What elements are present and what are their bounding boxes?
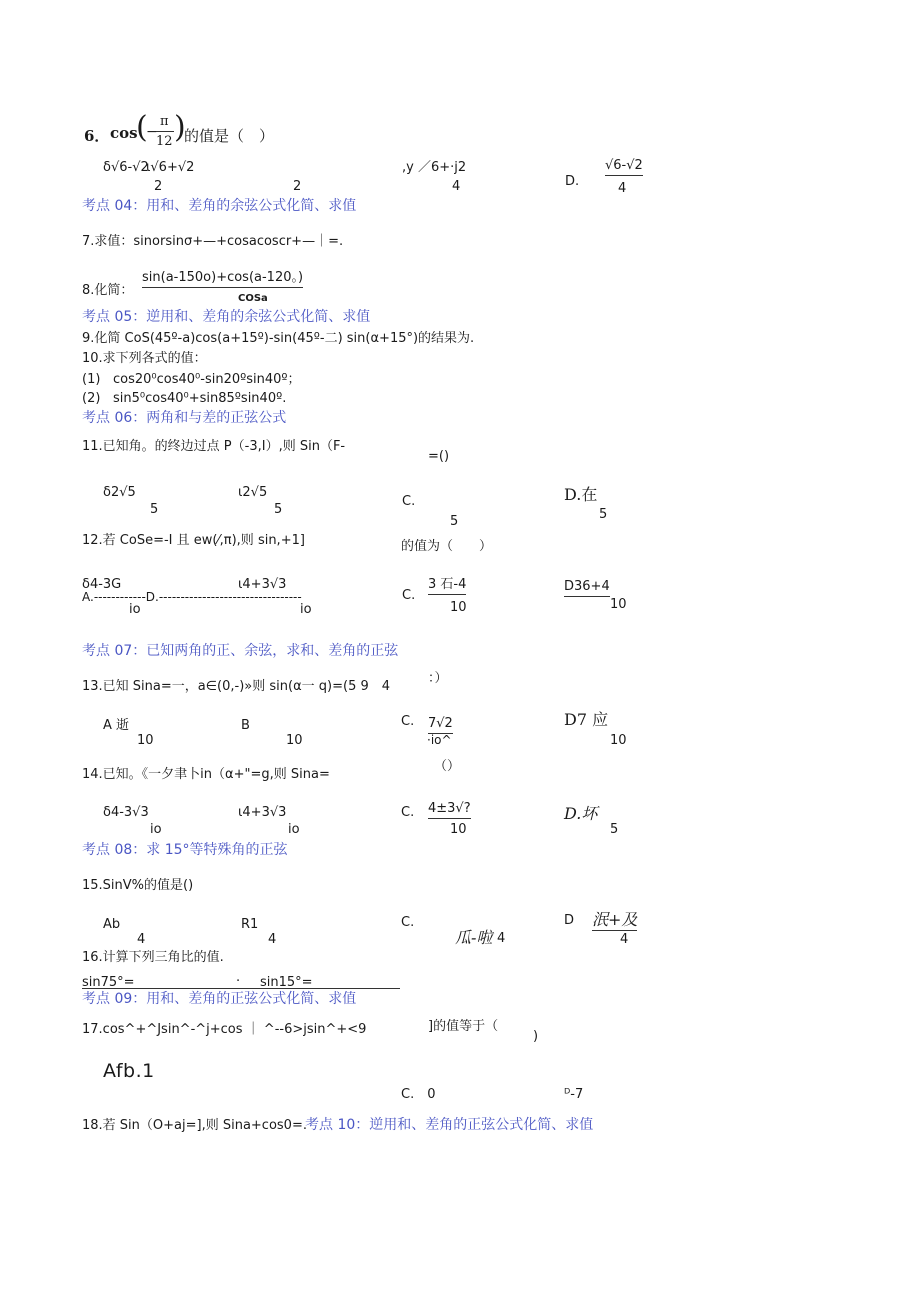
q17-option-d: ᴰ-7 <box>564 1087 584 1102</box>
q10-text: 10.求下列各式的值： <box>82 351 207 366</box>
q11-option-b: ι2√5 <box>238 485 268 500</box>
q15-option-b: R1 <box>241 917 259 932</box>
q13-stem: 13.已知 Sina=一，a∈(0,-)»则 sin(α一 q)=(5 9 4 <box>82 679 391 694</box>
q14-option-a: δ4-3√3 <box>103 805 149 820</box>
q15-stem: 15.SinV%的值是() <box>82 878 194 893</box>
section-heading-06: 考点 06：两角和与差的正弦公式 <box>82 410 287 426</box>
q12-option-c: 3 石-4 <box>428 577 466 595</box>
q6-pi: π <box>160 114 169 129</box>
q15-option-a-den: 4 <box>137 932 146 947</box>
q14-option-a-den: io <box>150 822 162 837</box>
section-heading-04: 考点 04：用和、差角的余弦公式化简、求值 <box>82 198 357 214</box>
q13-option-a: A 逝 <box>103 718 130 733</box>
q6-number: 6． <box>84 127 110 145</box>
q12-tail: 的值为（ ） <box>401 539 493 554</box>
q15-option-a: Ab <box>103 917 121 932</box>
q14-tail: （） <box>434 759 461 774</box>
q6-option-d: √6-√2 <box>605 158 643 176</box>
q17-stem: 17.cos^+^Jsin^-^j+cos ｜ ^--6>jsin^+<9 <box>82 1022 367 1037</box>
q8-numerator: sin(a-150o)+cos(a-120。) <box>142 270 303 288</box>
q12-option-ad-line: A.------------D.--------------------------------- <box>82 590 302 604</box>
q14-option-d-den: 5 <box>610 822 619 837</box>
q6-option-c-den: 4 <box>452 179 461 194</box>
q12-option-b-den: io <box>300 602 312 617</box>
q11-option-d: D.在 <box>564 485 598 504</box>
q15-option-c-four: 4 <box>497 931 506 946</box>
q16-separator: · <box>236 974 241 989</box>
q10-part1-num: (1) <box>82 372 101 387</box>
q13-option-b: B <box>241 718 250 733</box>
q14-option-c-label: C. <box>401 805 415 820</box>
q11-option-c-den: 5 <box>450 514 459 529</box>
q6-right-paren: ) <box>174 110 186 145</box>
q11-option-d-den: 5 <box>599 507 608 522</box>
q6-twelve: 12 <box>156 134 173 149</box>
q18-text: 18.若 Sin（O+aj=],则 Sina+cos0=. <box>82 1118 307 1133</box>
q13-option-c: 7√2 <box>428 716 453 734</box>
q12-option-c-label: C. <box>402 588 416 603</box>
q15-option-b-den: 4 <box>268 932 277 947</box>
q10-part2: sin5⁰cos40⁰+sin85ºsin40º. <box>113 391 287 406</box>
q10-part1: cos20⁰cos40⁰-sin20ºsin40º； <box>113 372 301 387</box>
section-heading-07: 考点 07：已知两角的正、余弦，求和、差角的正弦 <box>82 643 399 659</box>
q17-tail: ]的值等于（ <box>428 1019 499 1034</box>
q13-option-d: D7 应 <box>564 710 609 729</box>
q13-option-c-den: ·io^ <box>427 733 452 747</box>
q11-option-a-den: 5 <box>150 502 159 517</box>
q14-option-d: D.坏 <box>564 804 598 823</box>
q6-option-a: δ√6-√2 <box>103 160 149 175</box>
q11-option-b-den: 5 <box>274 502 283 517</box>
q17-option-ab: Afb.1 <box>103 1060 155 1082</box>
q6-option-b: ι√6+√2 <box>146 160 195 175</box>
q16-answer-line <box>82 988 400 989</box>
q11-option-c: C. <box>402 494 416 509</box>
q12-option-a-den: io <box>129 602 141 617</box>
q17-close-paren: ) <box>533 1029 539 1044</box>
q14-option-b-den: io <box>288 822 300 837</box>
q6-tail: 的值是（ ） <box>184 127 275 145</box>
q17-option-c: C. 0 <box>401 1087 436 1102</box>
q15-option-d-den: 4 <box>620 932 629 947</box>
q14-option-b: ι4+3√3 <box>238 805 287 820</box>
q7-text: 7.求值：sinorsinσ+—+cosacoscr+—｜=. <box>82 234 344 249</box>
q10-part2-num: (2) <box>82 391 101 406</box>
q12-stem: 12.若 CoSe=-I 且 ew(⁄,π),则 sin,+1] <box>82 533 305 548</box>
q6-option-c: ,y ／6+·j2 <box>402 160 467 175</box>
q15-option-c-label: C. <box>401 915 415 930</box>
q6-fraction-bar <box>156 131 174 132</box>
q6-option-d-label: D. <box>565 174 580 189</box>
q12-option-c-den: 10 <box>450 600 467 615</box>
q6-option-b-den: 2 <box>293 179 302 194</box>
section-heading-09: 考点 09：用和、差角的正弦公式化简、求值 <box>82 991 357 1007</box>
q6-cos: cos <box>110 124 138 142</box>
section-heading-08: 考点 08：求 15°等特殊角的正弦 <box>82 842 288 858</box>
q8-denominator: COSa <box>238 293 268 304</box>
q12-option-b-top: ι4+3√3 <box>238 577 287 592</box>
q12-option-a-top: δ4-3G <box>82 577 122 592</box>
q11-stem: 11.已知角。的终边过点 P（-3,I）,则 Sin（F- <box>82 439 346 454</box>
q6-option-d-den: 4 <box>618 181 627 196</box>
q16-sin75-label: sin75°= <box>82 975 135 990</box>
section-heading-10: 考点 10：逆用和、差角的正弦公式化简、求值 <box>305 1117 594 1133</box>
q15-option-d: 泯+及 <box>592 910 637 931</box>
q8-label: 8.化简： <box>82 283 134 298</box>
q14-option-c-den: 10 <box>450 822 467 837</box>
q15-option-d-label: D <box>564 913 575 928</box>
q14-stem: 14.已知。《一夕聿卜in（α+"=g,则 Sina= <box>82 767 330 782</box>
q11-option-a: δ2√5 <box>103 485 136 500</box>
q16-text: 16.计算下列三角比的值. <box>82 950 224 965</box>
q13-tail: ：） <box>428 671 448 686</box>
q15-option-c: 瓜-啦 <box>455 928 493 947</box>
q6-option-a-den: 2 <box>154 179 163 194</box>
q13-option-d-den: 10 <box>610 733 627 748</box>
section-heading-05: 考点 05：逆用和、差角的余弦公式化简、求值 <box>82 309 371 325</box>
q6-minus: − <box>146 124 158 140</box>
q16-sin15-label: sin15°= <box>260 975 313 990</box>
q12-option-d-den: 10 <box>610 597 627 612</box>
q13-option-a-den: 10 <box>137 733 154 748</box>
q11-tail: =() <box>428 449 450 464</box>
q13-option-b-den: 10 <box>286 733 303 748</box>
q14-option-c: 4±3√? <box>428 801 471 819</box>
q9-text: 9.化简 CoS(45º-a)cos(a+15º)-sin(45º-二) sin(α+15°)的结果为. <box>82 331 475 346</box>
q13-option-c-label: C. <box>401 714 415 729</box>
q12-option-d: D36+4 <box>564 579 610 597</box>
q6-left-paren: ( <box>136 110 148 145</box>
